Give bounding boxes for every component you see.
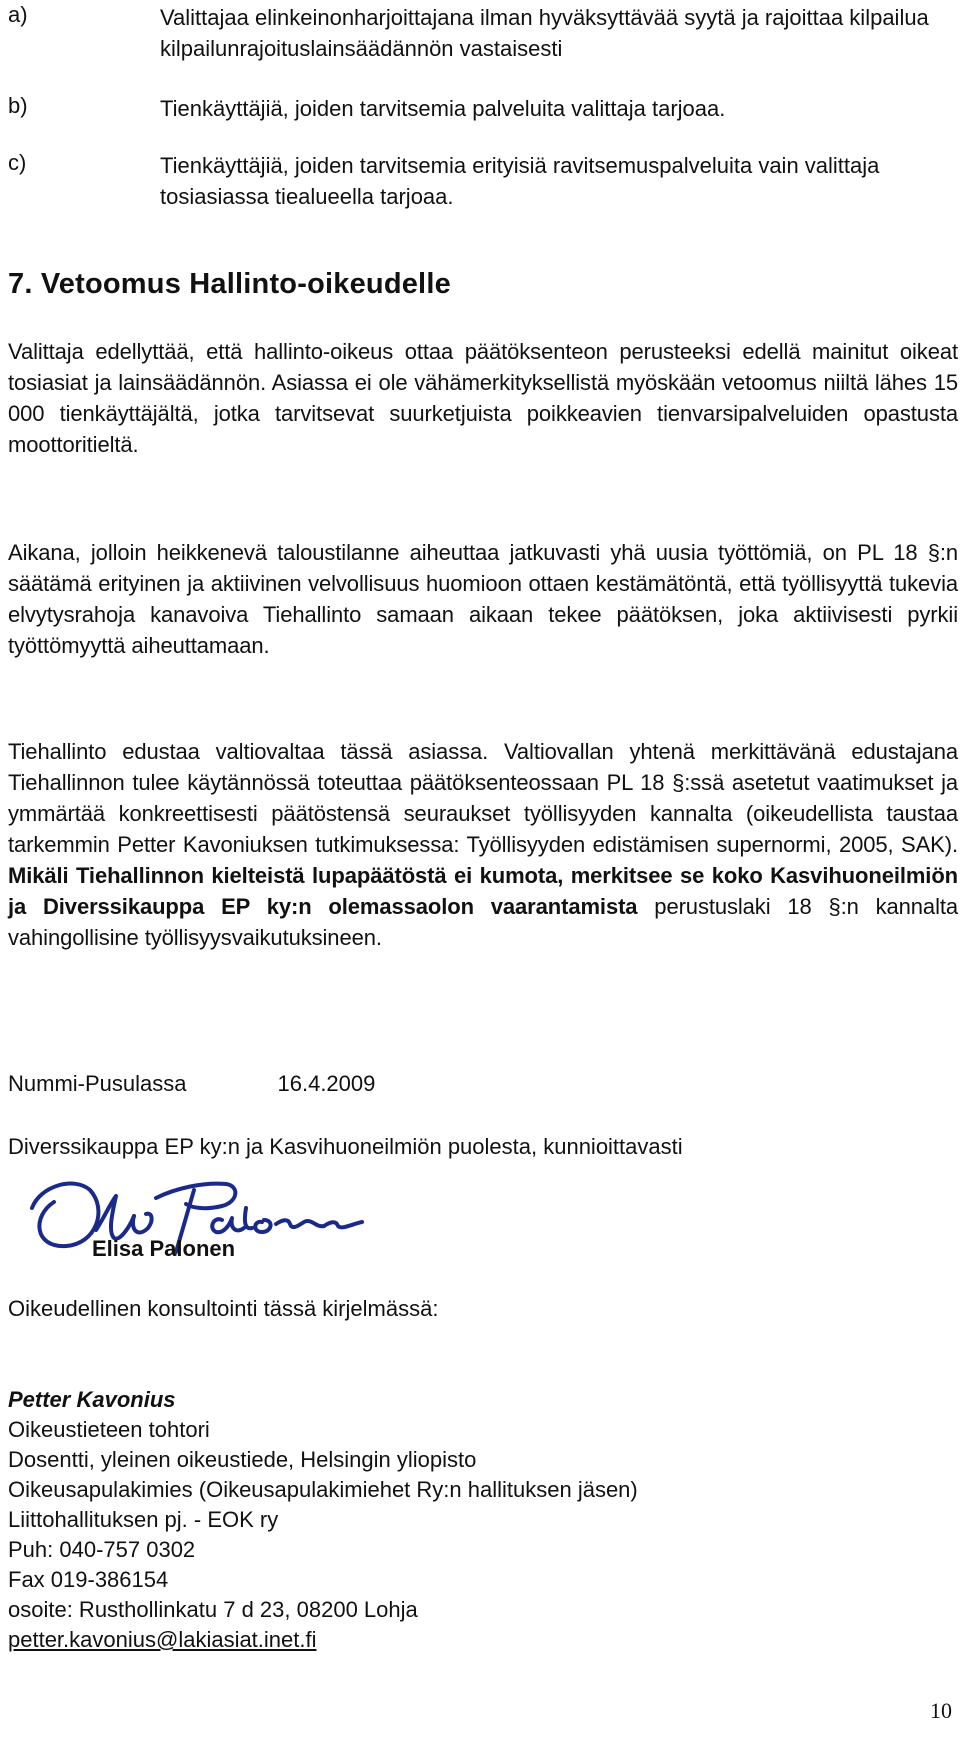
paragraph-3-end-text: perustuslaki 18 §:n kannalta vahingollisine työllisyysvaikutuksineen. bbox=[8, 894, 958, 950]
consultant-intro: Oikeudellinen konsultointi tässä kirjelmässä: bbox=[8, 1296, 439, 1321]
paragraph-2: Aikana, jolloin heikkenevä taloustilanne aiheuttaa jatkuvasti yhä uusia työttömiä, on PL 18 §:n säätämä erityinen ja aktiivinen velvollisuus huomioon ottaen kestämätöntä, että työllisyyttä tukevia elvytysrahoja kanavoiva Tiehallinto samaan aikaan tekee päätöksen, joka aktiivisesti pyrkii työttömyyttä aiheuttamaan. bbox=[8, 540, 958, 658]
paragraph-3 bbox=[8, 736, 958, 953]
list-letter: b) bbox=[8, 93, 28, 118]
signer-name: Elisa Palonen bbox=[92, 1236, 236, 1261]
section-heading: 7. Vetoomus Hallinto-oikeudelle bbox=[8, 268, 451, 300]
consultant-address: osoite: Rusthollinkatu 7 d 23, 08200 Lohja bbox=[8, 1597, 418, 1622]
paragraph-3-text: Tiehallinto edustaa valtiovaltaa tässä asiassa. Valtiovallan yhtenä merkittävänä edustajana Tiehallinnon tulee käytännössä toteuttaa päätöksenteossaan PL 18 §:ssä asetetut vaatimukset ja ymmärtää konkreettisesti päätöstensä seuraukset työllisyyden kannalta (oikeudellista taustaa tarkemmin Petter Kavoniuksen tutkimuksessa: Työllisyyden edistämisen supernormi, 2005, SAK). bbox=[8, 739, 958, 857]
consultant-association: Oikeusapulakimies (Oikeusapulakimiehet Ry:n hallituksen jäsen) bbox=[8, 1477, 638, 1502]
consultant-email-link[interactable]: petter.kavonius@lakiasiat.inet.fi bbox=[8, 1627, 317, 1652]
page-number: 10 bbox=[930, 1698, 952, 1723]
consultant-fax: Fax 019-386154 bbox=[8, 1567, 169, 1592]
list-text: Tienkäyttäjiä, joiden tarvitsemia erityisiä ravitsemuspalveluita vain valittaja tosiasiassa tiealueella tarjoaa. bbox=[160, 153, 880, 209]
date: 16.4.2009 bbox=[277, 1071, 376, 1096]
consultant-phone: Puh: 040-757 0302 bbox=[8, 1537, 196, 1562]
behalf-line: Diverssikauppa EP ky:n ja Kasvihuoneilmiön puolesta, kunnioittavasti bbox=[8, 1134, 683, 1159]
list-letter: a) bbox=[8, 2, 28, 27]
list-text: Valittajaa elinkeinonharjoittajana ilman hyväksyttävää syytä ja rajoittaa kilpailua kilpailunrajoituslainsäädännön vastaisesti bbox=[160, 5, 929, 61]
list-letter: c) bbox=[8, 150, 27, 175]
consultant-board: Liittohallituksen pj. - EOK ry bbox=[8, 1507, 279, 1532]
place-date-line bbox=[8, 1068, 375, 1099]
place: Nummi-Pusulassa bbox=[8, 1071, 187, 1096]
list-text: Tienkäyttäjiä, joiden tarvitsemia palveluita valittaja tarjoaa. bbox=[160, 96, 726, 121]
paragraph-3-bold-text: Mikäli Tiehallinnon kielteistä lupapäätöstä ei kumota, merkitsee se koko Kasvihuoneilmiön ja Diverssikauppa EP ky:n olemassaolon vaarantamista bbox=[8, 863, 958, 919]
consultant-name: Petter Kavonius bbox=[8, 1387, 176, 1412]
consultant-docent: Dosentti, yleinen oikeustiede, Helsingin yliopisto bbox=[8, 1447, 477, 1472]
consultant-title: Oikeustieteen tohtori bbox=[8, 1417, 210, 1442]
paragraph-1: Valittaja edellyttää, että hallinto-oikeus ottaa päätöksenteon perusteeksi edellä mainitut oikeat tosiasiat ja lainsäädännön. Asiassa ei ole vähämerkityksellistä myöskään vetoomus niiltä lähes 15 000 tienkäyttäjältä, jotka tarvitsevat suurketjuista poikkeavien tienvarsipalveluiden opastusta moottoritieltä. bbox=[8, 339, 958, 457]
